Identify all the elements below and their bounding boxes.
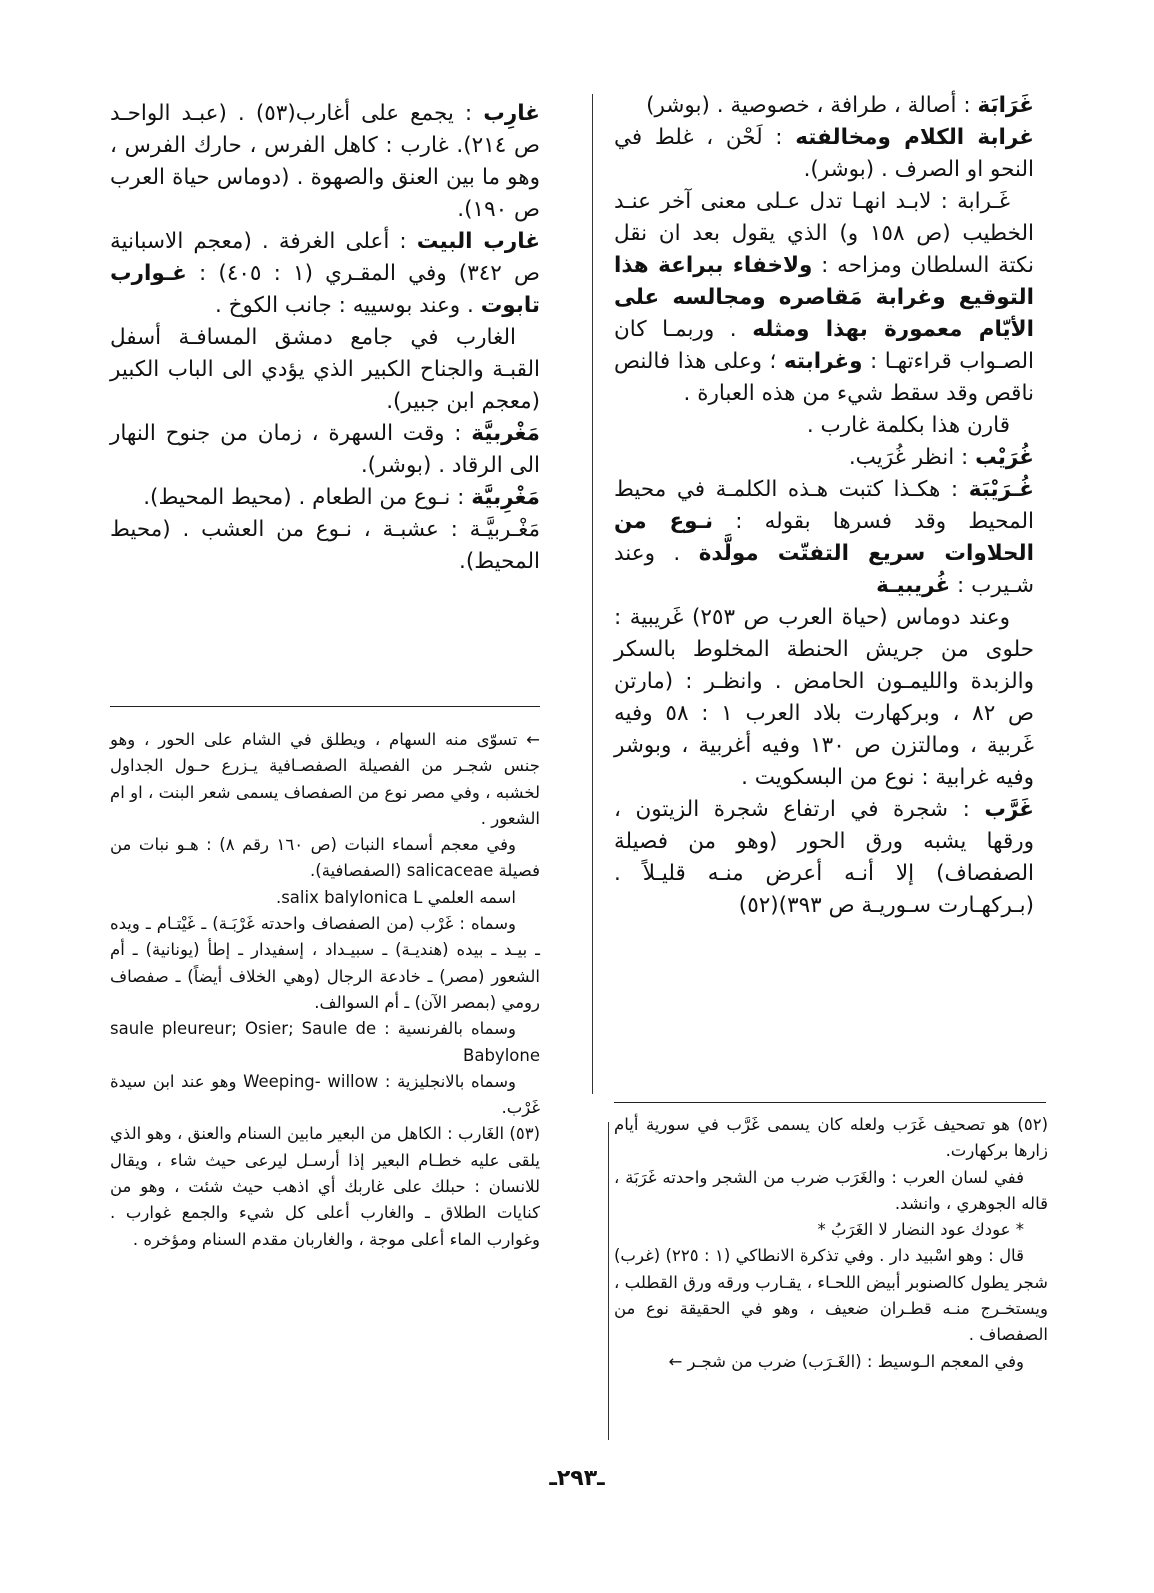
entry-maghribiyya-2	[110, 482, 540, 514]
entry-ghurayb	[614, 442, 1034, 474]
footnote-53: (٥٣) الغَارب : الكاهل من البعير مابين السنام والعنق ، وهو الذي يلقى عليه خطـام البعير إذا أرسـل ليرعى حيث شاء ، ويقال للانسان : حبلك على غاربك أي اذهب حيث شئت ، وهو من كنايات الطلاق ـ والغارب أعلى كل شيء والجمع غوارب . وغوارب الماء أعلى موجة ، والغاربان مقدم السنام ومؤخره .	[110, 1124, 540, 1249]
entry-gharaba	[614, 90, 1034, 122]
footnote-verse: * عودك عود النضار لا الغَرَبُ *	[817, 1220, 1024, 1240]
quotation: نـوع من الحلاوات سريع التفتّت مولَّدة	[614, 509, 1034, 566]
definition: : هكـذا كتبت هـذه الكلمـة في محيط المحيط وقد فسرها بقوله :	[614, 477, 1034, 534]
entry-gharabat-alkalam	[614, 122, 1034, 186]
entry-gharib-albayt	[110, 226, 540, 322]
quotation: ولاخفاء ببراعة هذا التوقيع وغرابة مَقاصره ومجالسه على الأيّام معمورة بهذا ومثله	[614, 253, 1035, 342]
headword: غـوارب تابوت	[110, 261, 540, 318]
footnote-line: اسمه العلمي salix balylonica L.	[275, 887, 516, 907]
headword: غُرَيْب	[975, 445, 1034, 470]
footnote-line: ففي لسان العرب : والغَرَب ضرب من الشجر واحدته غَرَبَة ، قاله الجوهري ، وانشد.	[614, 1167, 1048, 1213]
left-column	[110, 98, 540, 578]
compare-note: قارن هذا بكلمة غارب .	[806, 413, 1010, 438]
headword: غَرَابَة	[977, 93, 1034, 118]
definition: . وربمـا كان الصـواب قراءتهـا :	[614, 317, 1035, 374]
definition: : انظر غُرَيب.	[848, 445, 969, 470]
page-number: ـ٢٩٣ـ	[549, 1466, 605, 1491]
quotation: غُريبيـة	[876, 573, 951, 598]
footnote-divider	[608, 1122, 609, 1440]
entry-gharaba-khatib	[614, 186, 1034, 410]
definition: : أعلى الغرفة . (معجم الاسبانية ص ٣٤٢) وفي المقـري (١ : ٤٠٥) :	[110, 229, 540, 286]
headword: غُـرَيْبَة	[968, 477, 1034, 502]
footnote-line: وسماه بالانجليزية : Weeping- willow وهو عند ابن سيدة غَرْب.	[110, 1071, 540, 1118]
footnote-52: (٥٢) هو تصحيف غَرَب ولعله كان يسمى غَرَّب في سورية أيام زارها بركهارت.	[614, 1115, 1048, 1161]
column-divider	[592, 94, 593, 1094]
left-footnotes	[110, 727, 540, 1253]
footnote-line: وسماه : غَرْب (من الصفصاف واحدته غَرْبَـة) ـ غَيْتـام ـ ويده ـ بيـد ـ بيده (هنديـة) ـ سبيـداد ، إسفيدار ـ إطأ (يونانية) ـ أم الشعور (مصر) ـ خادعة الرجال (وهي الخلاف أيضاً) ـ صفصاف رومي (بمصر الآن) ـ أم السوالف.	[110, 914, 540, 1012]
definition: : وقت السهرة ، زمان من جنوح النهار الى الرقاد . (بوشر).	[110, 421, 540, 478]
headword: غارِب	[483, 101, 540, 126]
right-footnote-rule	[614, 1102, 1046, 1103]
footnote-line: وسماه بالفرنسية : saule pleureur; Osier; Saule de Babylone	[110, 1019, 540, 1065]
definition: : نـوع من الطعام . (محيط المحيط).	[143, 485, 465, 510]
headword: مَغْربيَّة	[471, 421, 540, 446]
definition: . وعند شـيرب :	[614, 541, 1034, 598]
left-footnote-rule	[110, 706, 540, 707]
headword: مَغْرِبيَّة	[471, 485, 540, 510]
right-footnotes	[614, 1112, 1048, 1375]
footnote-line: قال : وهو اسْبيد دار . وفي تذكرة الانطاكي (١ : ٢٢٥) (غرب) شجر يطول كالصنوبر أبيض اللحـاء ، يقـارب ورقه ورق القطلب ، ويستخـرج منـه قطـران ضعيف ، وهو في الحقيقة نوع من الصفصاف .	[614, 1246, 1048, 1345]
entry-ghurayba	[614, 474, 1034, 602]
right-column	[614, 90, 1034, 922]
entry-gharib-mosque: الغارب في جامع دمشق المسافـة أسفل القبـة والجناح الكبير الذي يؤدي الى الباب الكبير (معجم ابن جبير).	[110, 325, 540, 414]
entry-ghariba-dumas: وعند دوماس (حياة العرب ص ٢٥٣) غَريبية : حلوى من جريش الحنطة المخلوط بالسكر والزبدة والليمـون الحامض . وانظـر : (مارتن ص ٨٢ ، وبركهارت بلاد العرب ١ : ٥٨ وفيه غَربية ، ومالتزن ص ١٣٠ وفيه أغربية ، وبوشر وفيه غرابية : نوع من البسكويت .	[614, 605, 1034, 790]
entry-maghribiyya-1	[110, 418, 540, 482]
definition: ؛ وعلى هذا فالنص ناقص وقد سقط شيء من هذه العبارة .	[614, 349, 1034, 406]
definition: : لَحْن ، غلط في النحو او الصرف . (بوشر).	[614, 125, 1034, 182]
headword: غارب البيت	[416, 229, 541, 254]
footnote-line: وفي معجم أسماء النبات (ص ١٦٠ رقم ٨) : هـو نبات من فصيلة salicaceae (الصفصافية).	[110, 835, 540, 881]
definition: : أصالة ، طرافة ، خصوصية . (بوشر)	[646, 93, 971, 118]
definition: . وعند بوسييه : جانب الكوخ .	[215, 293, 474, 318]
definition: غَـرابة : لابـد انهـا تدل عـلى معنى آخر عنـد الخطيب (ص ١٥٨ و) الذي يقول بعد ان نقل نكتة السلطان ومزاحه :	[614, 189, 1034, 278]
quotation: وغرابته	[783, 349, 863, 374]
headword: غرابة الكلام ومخالفته	[795, 125, 1034, 150]
footnote-continuation: ← تسوّى منه السهام ، ويطلق في الشام على الحور ، وهو جنس شجـر من الفصيلة الصفصـافية يـزرع حـول الجداول لخشبه ، وفي مصر نوع من الصفصاف يسمى شعر البنت ، او ام الشعور .	[110, 730, 540, 828]
entry-maghribiyya-3: مَغْـربيَّـة : عشبـة ، نـوع من العشب . (محيط المحيط).	[110, 517, 540, 574]
definition: : شجرة في ارتفاع شجرة الزيتون ، ورقها يشبه ورق الحور (وهو من فصيلة الصفصاف) إلا أنـه أعرض منـه قليـلاً . (بـركهـارت سـوريـة ص ٣٩٣)(٥٢)	[614, 797, 1034, 918]
footnote-line: وفي المعجم الـوسيط : (الغَـرَب) ضرب من شجـر ←	[668, 1351, 1024, 1371]
entry-gharrab	[614, 794, 1034, 922]
entry-gharib	[110, 98, 540, 226]
headword: غَرَّب	[984, 797, 1034, 822]
definition: : يجمع على أغارب(٥٣) . (عبـد الواحـد ص ٢١٤). غارب : كاهل الفرس ، حارك الفرس ، وهو ما بين العنق والصهوة . (دوماس حياة العرب ص ١٩٠).	[110, 101, 540, 222]
